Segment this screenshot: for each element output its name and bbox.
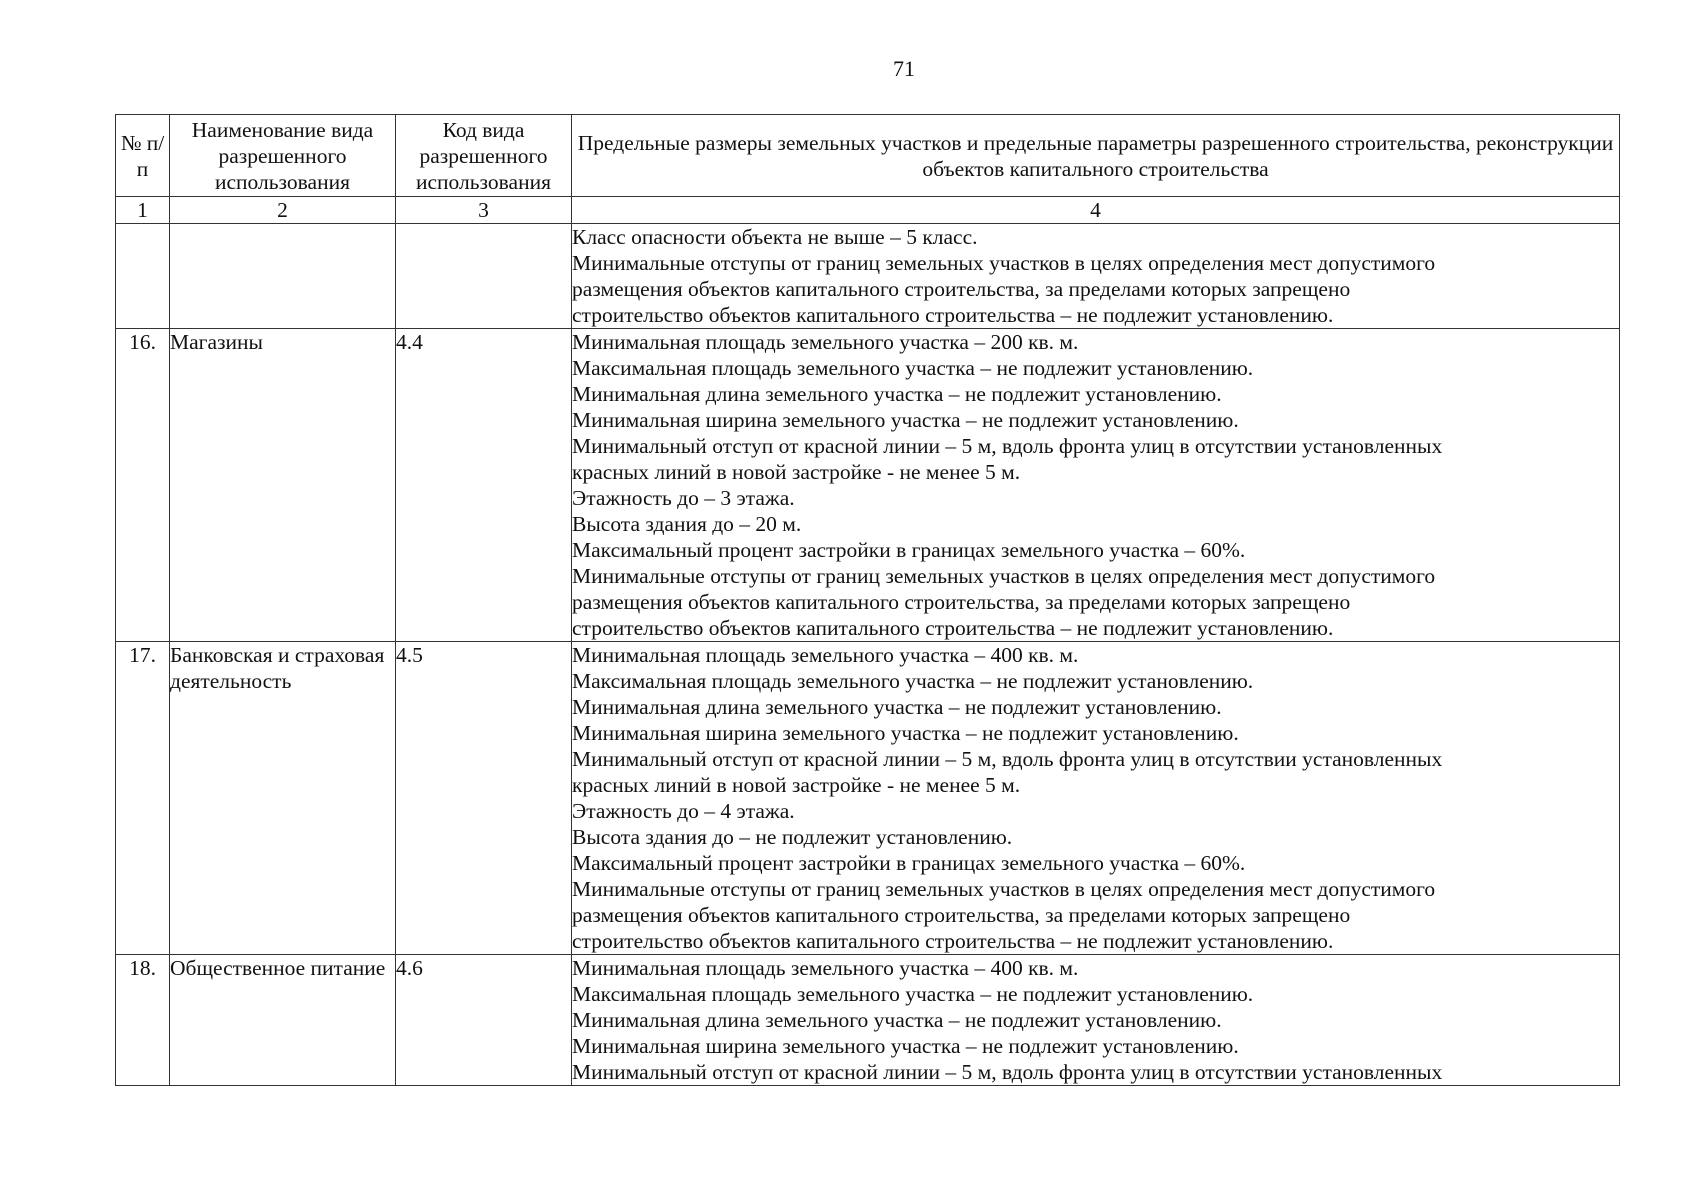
table-header-row (116, 115, 1620, 197)
parameter-line: Максимальная площадь земельного участка – не подлежит установлению. (572, 356, 1254, 380)
parameter-line: строительство объектов капитального строительства – не подлежит установлению. (572, 303, 1334, 327)
use-type-code: 4.5 (396, 642, 572, 955)
parameter-line: размещения объектов капитального строительства, за пределами которых запрещено (572, 277, 1351, 301)
parameter-line: Минимальные отступы от границ земельных участков в целях определения мест допустимого (572, 877, 1436, 901)
use-type-name: Общественное питание (170, 955, 396, 1086)
parameter-line: Минимальные отступы от границ земельных участков в целях определения мест допустимого (572, 564, 1436, 588)
table-row (116, 642, 1620, 955)
table-body (116, 224, 1620, 1086)
parameter-line: Максимальный процент застройки в границах земельного участка – 60%. (572, 851, 1246, 875)
parameter-line: Минимальная длина земельного участка – не подлежит установлению. (572, 1008, 1222, 1032)
parameter-line: Этажность до – 3 этажа. (572, 486, 795, 510)
parameter-line: красных линий в новой застройке - не менее 5 м. (572, 773, 1021, 797)
parameter-line: Минимальная ширина земельного участка – не подлежит установлению. (572, 721, 1239, 745)
column-index: 3 (396, 197, 572, 224)
parameters-cell (572, 642, 1620, 955)
use-type-code (396, 224, 572, 329)
parameter-line: Минимальная площадь земельного участка – 400 кв. м. (572, 643, 1079, 667)
use-type-code: 4.4 (396, 329, 572, 642)
row-number: 17. (116, 642, 170, 955)
parameter-line: Минимальная площадь земельного участка – 200 кв. м. (572, 330, 1079, 354)
row-number: 18. (116, 955, 170, 1086)
use-type-code: 4.6 (396, 955, 572, 1086)
use-type-name: Магазины (170, 329, 396, 642)
parameter-line: строительство объектов капитального строительства – не подлежит установлению. (572, 616, 1334, 640)
parameter-line: Этажность до – 4 этажа. (572, 799, 795, 823)
parameter-line: Максимальная площадь земельного участка – не подлежит установлению. (572, 669, 1254, 693)
parameter-line: Минимальная ширина земельного участка – не подлежит установлению. (572, 408, 1239, 432)
parameter-line: Максимальный процент застройки в границах земельного участка – 60%. (572, 538, 1246, 562)
parameters-cell (572, 329, 1620, 642)
page-number: 71 (893, 56, 915, 81)
table-row (116, 224, 1620, 329)
table-row (116, 329, 1620, 642)
parameter-line: Минимальный отступ от красной линии – 5 м, вдоль фронта улиц в отсутствии установленных (572, 434, 1443, 458)
row-number: 16. (116, 329, 170, 642)
parameter-line: Минимальная длина земельного участка – не подлежит установлению. (572, 382, 1222, 406)
parameter-line: размещения объектов капитального строительства, за пределами которых запрещено (572, 903, 1351, 927)
parameter-line: Минимальные отступы от границ земельных участков в целях определения мест допустимого (572, 251, 1436, 275)
header-params: Предельные размеры земельных участков и предельные параметры разрешенного строительства, реконструкции объектов капитального строительства (572, 115, 1620, 197)
header-num: № п/п (116, 115, 170, 197)
use-type-name (170, 224, 396, 329)
row-number (116, 224, 170, 329)
parameter-line: Минимальная ширина земельного участка – не подлежит установлению. (572, 1034, 1239, 1058)
parameter-line: Высота здания до – не подлежит установлению. (572, 825, 1013, 849)
use-type-name: Банковская и страховая деятельность (170, 642, 396, 955)
parameter-line: Минимальная площадь земельного участка – 400 кв. м. (572, 956, 1079, 980)
parameters-cell (572, 224, 1620, 329)
parameter-line: Минимальная длина земельного участка – не подлежит установлению. (572, 695, 1222, 719)
column-index: 4 (572, 197, 1620, 224)
column-index: 2 (170, 197, 396, 224)
parameter-line: размещения объектов капитального строительства, за пределами которых запрещено (572, 590, 1351, 614)
parameter-line: Минимальный отступ от красной линии – 5 м, вдоль фронта улиц в отсутствии установленных (572, 1060, 1443, 1084)
parameter-line: Класс опасности объекта не выше – 5 класс. (572, 225, 978, 249)
parameter-line: красных линий в новой застройке - не менее 5 м. (572, 460, 1021, 484)
column-index-row (116, 197, 1620, 224)
parameter-line: Минимальный отступ от красной линии – 5 м, вдоль фронта улиц в отсутствии установленных (572, 747, 1443, 771)
parameter-line: строительство объектов капитального строительства – не подлежит установлению. (572, 929, 1334, 953)
column-index: 1 (116, 197, 170, 224)
parameter-line: Высота здания до – 20 м. (572, 512, 802, 536)
regulations-table (115, 114, 1620, 1086)
header-name: Наименование вида разрешенного использования (170, 115, 396, 197)
table-row (116, 955, 1620, 1086)
parameters-cell (572, 955, 1620, 1086)
header-code: Код вида разрешенного использования (396, 115, 572, 197)
parameter-line: Максимальная площадь земельного участка – не подлежит установлению. (572, 982, 1254, 1006)
